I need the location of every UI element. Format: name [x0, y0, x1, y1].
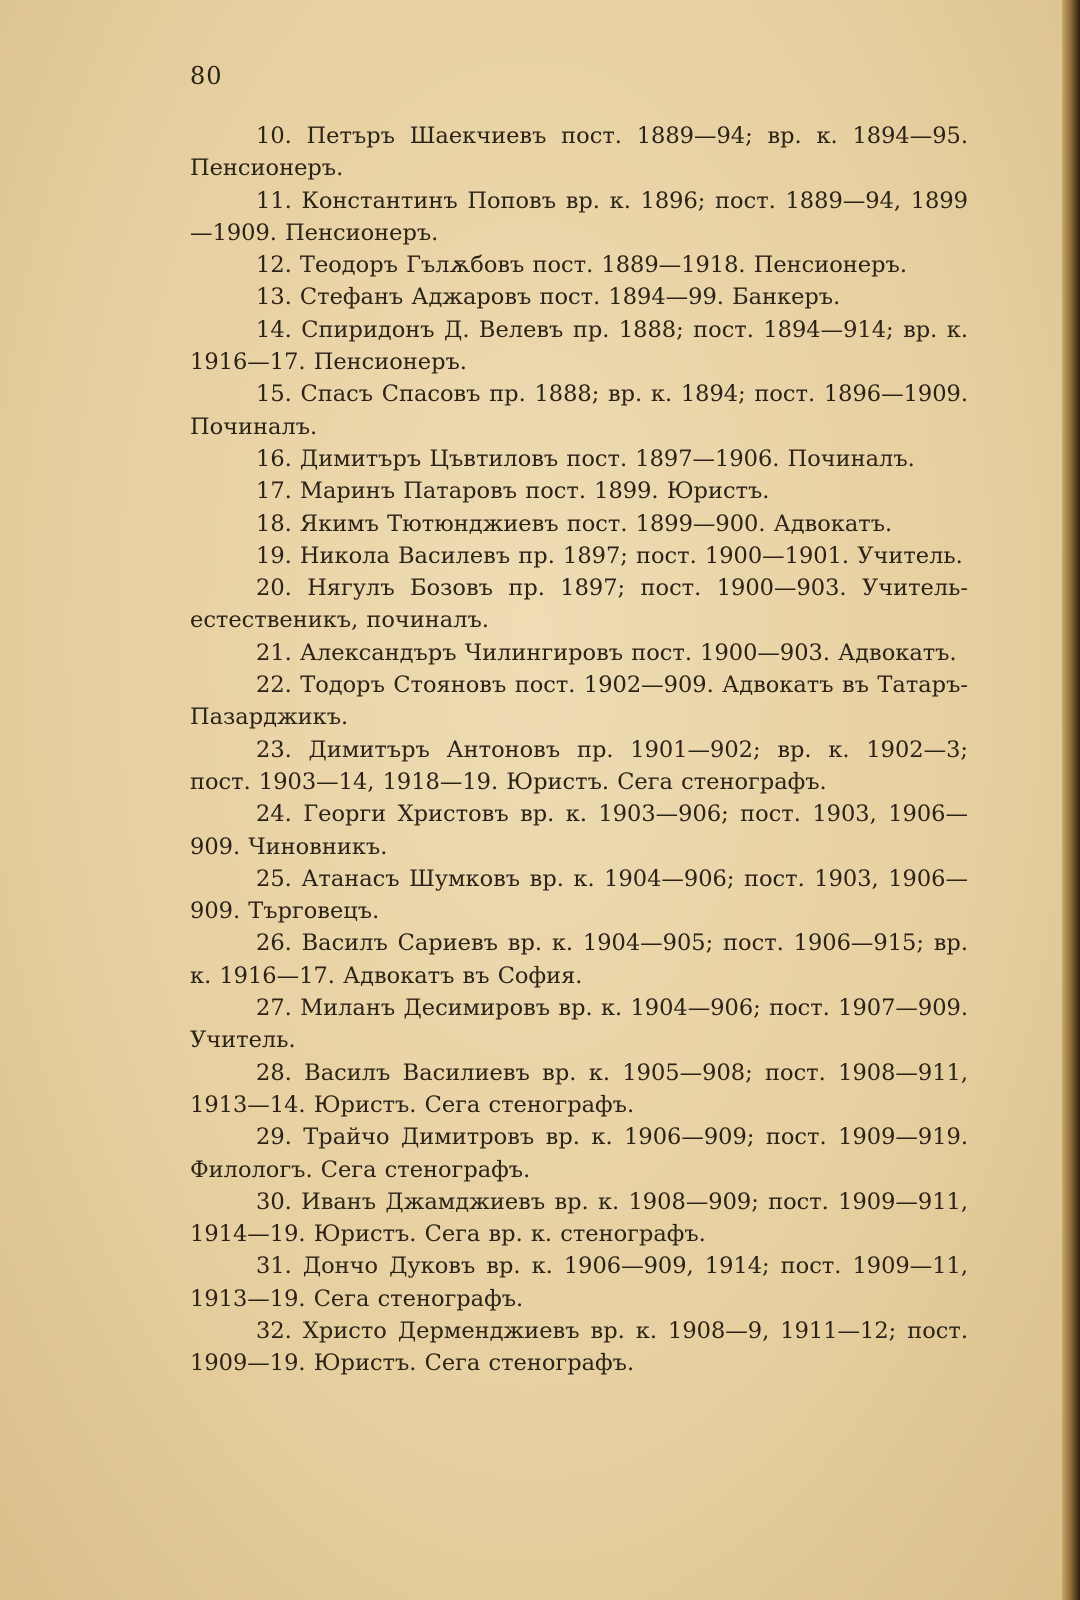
- list-item: 14. Спиридонъ Д. Велевъ пр. 1888; пост. 1894—914; вр. к. 1916—17. Пенсионеръ.: [190, 316, 968, 376]
- list-item: 30. Иванъ Джамджиевъ вр. к. 1908—909; пост. 1909—911, 1914—19. Юристъ. Сега вр. к. стенографъ.: [190, 1188, 968, 1248]
- list-item: 26. Василъ Сариевъ вр. к. 1904—905; пост. 1906—915; вр. к. 1916—17. Адвокатъ въ София.: [190, 930, 968, 989]
- page-number: 80: [190, 62, 223, 90]
- list-item: 19. Никола Василевъ пр. 1897; пост. 1900—1901. Учитель.: [256, 542, 963, 569]
- list-item: 25. Атанасъ Шумковъ вр. к. 1904—906; пост. 1903, 1906—909. Търговецъ.: [190, 865, 968, 925]
- list-item: 16. Димитъръ Цъвтиловъ пост. 1897—1906. Починалъ.: [256, 445, 915, 472]
- list-item: 11. Константинъ Поповъ вр. к. 1896; пост. 1889—94, 1899—1909. Пенсионеръ.: [190, 187, 968, 246]
- list-item: 17. Маринъ Патаровъ пост. 1899. Юристъ.: [256, 478, 770, 505]
- list-item: 27. Миланъ Десимировъ вр. к. 1904—906; пост. 1907—909. Учитель.: [190, 995, 968, 1054]
- list-item: 23. Димитъръ Антоновъ пр. 1901—902; вр. к. 1902—3; пост. 1903—14, 1918—19. Юристъ. Сега стенографъ.: [190, 736, 968, 795]
- entry-list: [190, 120, 968, 1380]
- list-item: 15. Спасъ Спасовъ пр. 1888; вр. к. 1894; пост. 1896—1909. Починалъ.: [190, 381, 968, 440]
- list-item: 29. Трайчо Димитровъ вр. к. 1906—909; пост. 1909—919. Филологъ. Сега стенографъ.: [190, 1124, 968, 1183]
- list-item: 18. Якимъ Тютюнджиевъ пост. 1899—900. Адвокатъ.: [256, 510, 893, 537]
- list-item: 22. Тодоръ Стояновъ пост. 1902—909. Адвокатъ въ Татаръ-Пазарджикъ.: [190, 672, 968, 731]
- list-item: 21. Александъръ Чилингировъ пост. 1900—903. Адвокатъ.: [256, 639, 957, 666]
- list-item: 13. Стефанъ Аджаровъ пост. 1894—99. Банкеръ.: [256, 284, 841, 311]
- list-item: 28. Василъ Василиевъ вр. к. 1905—908; пост. 1908—911, 1913—14. Юристъ. Сега стенографъ.: [190, 1059, 968, 1118]
- list-item: 32. Христо Дерменджиевъ вр. к. 1908—9, 1911—12; пост. 1909—19. Юристъ. Сега стенографъ.: [190, 1317, 968, 1377]
- list-item: 12. Теодоръ Гълѫбовъ пост. 1889—1918. Пенсионеръ.: [256, 252, 907, 279]
- list-item: 20. Нягулъ Бозовъ пр. 1897; пост. 1900—903. Учитель-естественикъ, починалъ.: [190, 575, 968, 634]
- list-item: 31. Дончо Дуковъ вр. к. 1906—909, 1914; пост. 1909—11, 1913—19. Сега стенографъ.: [190, 1253, 968, 1312]
- list-item: 10. Петъръ Шаекчиевъ пост. 1889—94; вр. к. 1894—95. Пенсионеръ.: [190, 123, 968, 182]
- page-edge: [1062, 0, 1080, 1600]
- list-item: 24. Георги Христовъ вр. к. 1903—906; пост. 1903, 1906—909. Чиновникъ.: [190, 801, 968, 860]
